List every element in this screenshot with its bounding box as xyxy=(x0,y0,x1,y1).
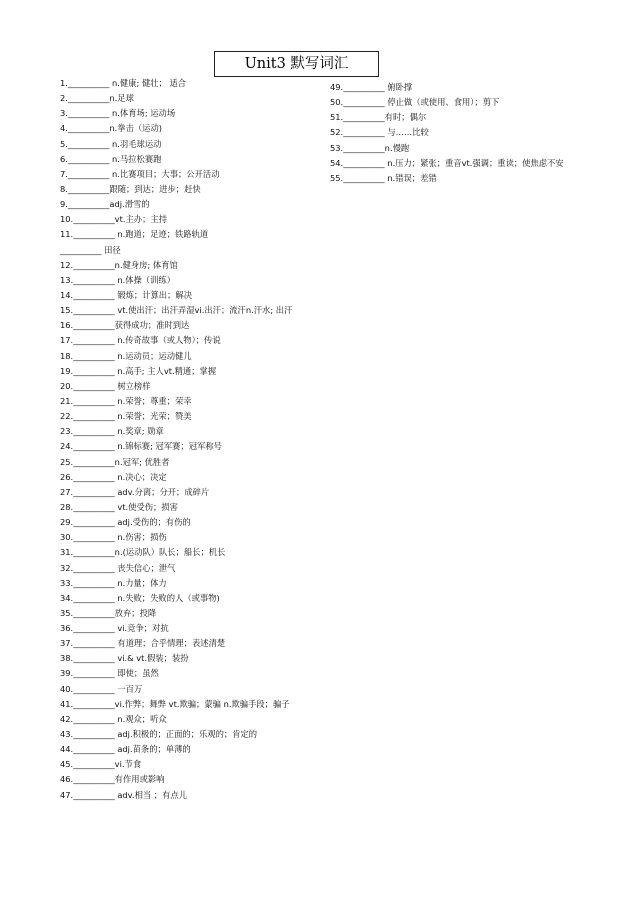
vocab-entry: 34.__________ n.失败；失败的人（或事物) xyxy=(60,592,220,603)
vocab-entry: 43.__________ adj.积极的；正面的；乐观的；肯定的 xyxy=(60,729,258,740)
vocab-entry: 19.__________ n.高手; 主人vt.精通；掌握 xyxy=(60,365,217,376)
vocab-entry: 47.__________ adv.相当 ；有点儿 xyxy=(60,789,187,800)
vocab-entry: 31.__________n.(运动队）队长；船长；机长 xyxy=(60,547,226,558)
vocab-entry: 23.__________ n.奖章; 勋章 xyxy=(60,426,164,437)
page-title: Unit3 默写词汇 xyxy=(214,51,379,77)
vocab-entry: 46.__________有作用或影响 xyxy=(60,774,165,785)
vocab-entry: 53.__________n.慢跑 xyxy=(330,142,410,153)
vocab-entry: 38.__________ vi.& vt.假装；装扮 xyxy=(60,653,189,664)
vocab-entry: 52.__________ 与……比较 xyxy=(330,127,429,138)
vocab-entry: 51.__________有时；偶尔 xyxy=(330,112,427,123)
right-column xyxy=(330,80,630,186)
vocab-entry: 7.__________ n.比赛项目；大事；公开活动 xyxy=(60,168,220,179)
vocab-entry: 41.__________vi.作弊；舞弊 vt.欺骗；蒙骗 n.欺骗手段；骗子 xyxy=(60,698,290,709)
vocab-entry: 9.__________adj.滑雪的 xyxy=(60,199,150,210)
vocab-entry: 28.__________ vt.使受伤；损害 xyxy=(60,501,178,512)
vocab-entry: 27.__________ adv.分离；分开；成碎片 xyxy=(60,486,210,497)
vocab-entry: 12.__________n.健身房; 体育馆 xyxy=(60,259,178,270)
vocab-entry: 45.__________vi.节食 xyxy=(60,759,142,770)
vocab-entry: 8.__________跟随；到达；进步；赶快 xyxy=(60,183,201,194)
vocab-entry: 1.__________ n.健康; 健壮； 适合 xyxy=(60,78,187,88)
vocab-entry: 20.__________ 树立榜样 xyxy=(60,380,151,391)
vocab-entry: 16.__________获得成功；准时到达 xyxy=(60,320,190,331)
vocab-entry: 17.__________ n.传奇故事（或人物）；传说 xyxy=(60,335,221,346)
vocab-entry: 39.__________ 即使；虽然 xyxy=(60,668,159,679)
vocab-entry: 37.__________ 有道理；合乎情理；表述清楚 xyxy=(60,638,226,649)
vocab-entry: 40.__________ 一百万 xyxy=(60,683,143,694)
vocab-entry: 2.__________n.足球 xyxy=(60,93,134,104)
vocab-entry: 10.__________vt.主办；主持 xyxy=(60,214,167,225)
vocab-entry: 30.__________ n.伤害；损伤 xyxy=(60,532,167,543)
vocab-entry: 54.__________ n.压力；紧张；重音vt.强调；重读；使焦虑不安 xyxy=(330,157,564,168)
vocab-entry: 13.__________ n.体操（训练） xyxy=(60,274,175,285)
vocab-entry: 55.__________ n.错误；差错 xyxy=(330,172,437,183)
vocab-entry: 4.__________n.拳击（运动) xyxy=(60,123,163,134)
vocab-entry: __________ 田径 xyxy=(60,244,121,255)
vocab-entry: 29.__________ adj.受伤的；有伤的 xyxy=(60,517,191,528)
vocab-entry: 36.__________ vi.竞争；对抗 xyxy=(60,623,169,634)
vocab-entry: 26.__________ n.决心；决定 xyxy=(60,471,167,482)
vocab-entry: 3.__________ n.体育场; 运动场 xyxy=(60,108,176,119)
vocab-entry: 21.__________ n.荣誉；尊重；荣幸 xyxy=(60,395,192,406)
vocab-entry: 22.__________ n.荣誉；光荣；赞美 xyxy=(60,411,192,422)
vocab-entry: 25.__________n.冠军; 优胜者 xyxy=(60,456,170,467)
vocab-entry: 6.__________ n.马拉松赛跑 xyxy=(60,153,162,164)
vocab-entry: 11.__________ n.跑道；足迹；铁路轨道 xyxy=(60,229,209,240)
vocab-entry: 14.__________ 锻炼；计算出；解决 xyxy=(60,289,192,300)
vocab-entry: 15.__________ vt.使出汗；出汗弄湿vi.出汗；流汗n.汗水; 出汗 xyxy=(60,305,293,316)
vocab-entry: 5.__________ n.羽毛球运动 xyxy=(60,138,162,149)
vocab-entry: 18.__________ n.运动员；运动健儿 xyxy=(60,350,192,361)
left-column xyxy=(60,76,350,803)
vocab-entry: 32.__________ 丧失信心；泄气 xyxy=(60,562,176,573)
vocab-entry: 49.__________ 俯卧撑 xyxy=(330,82,413,92)
vocab-entry: 50.__________ 停止做（或使用、食用）；剪下 xyxy=(330,97,500,108)
vocab-entry: 44.__________ adj.苗条的；单薄的 xyxy=(60,744,191,755)
vocab-entry: 33.__________ n.力量；体力 xyxy=(60,577,167,588)
vocab-entry: 24.__________ n.锦标赛; 冠军赛；冠军称号 xyxy=(60,441,222,452)
vocab-entry: 35.__________放弃；投降 xyxy=(60,607,157,618)
vocab-entry: 42.__________ n.观众；听众 xyxy=(60,713,167,724)
